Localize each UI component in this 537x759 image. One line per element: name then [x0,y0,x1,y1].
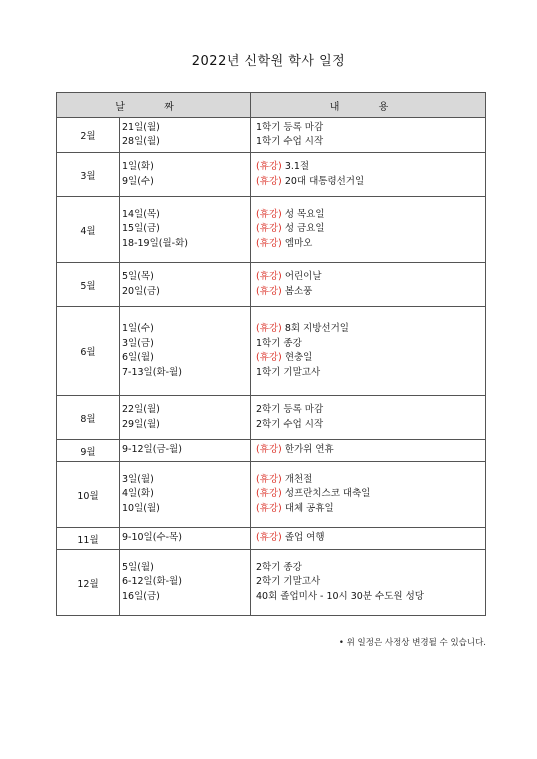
holiday-tag: (휴강) [256,323,282,334]
date-line: 21일(월) [122,121,160,133]
month-cell: 2월 [57,118,120,153]
holiday-tag: (휴강) [256,444,282,456]
month-cell: 11월 [57,528,120,550]
date-line: 4일(화) [122,488,154,500]
holiday-tag: (휴강) [256,488,282,500]
holiday-tag: (휴강) [256,161,282,172]
date-line: 10일(월) [122,502,160,514]
event-text: 성프란치스코 대축일 [284,488,371,500]
date-line: 28일(월) [122,136,160,147]
events-cell [251,118,486,153]
event-line [256,160,485,175]
events-cell [251,307,486,396]
dates-cell [120,462,251,528]
event-text: 20대 대통령선거일 [284,175,365,187]
table-row [57,307,486,396]
month-cell: 9월 [57,440,120,462]
date-line: 29일(월) [122,418,160,430]
dates-cell [120,197,251,263]
event-line [256,175,485,190]
holiday-tag: (휴강) [256,271,282,282]
month-cell: 10월 [57,462,120,528]
dates-cell [120,550,251,616]
table-row [57,396,486,440]
footnote: • 위 일정은 사정상 변경될 수 있습니다. [338,638,486,648]
event-text: 졸업 여행 [284,532,325,544]
events-cell [251,263,486,307]
table-row [57,118,486,153]
event-text: 1학기 등록 마감 [256,121,324,133]
date-line: 7-13일(화-월) [122,366,182,378]
event-line [256,502,485,517]
event-text: 2학기 기말고사 [256,576,321,588]
events-cell [251,550,486,616]
header-date: 날 짜 [57,93,251,118]
dates-cell [120,528,251,550]
event-line [256,237,485,252]
event-line [256,473,485,488]
table-row [57,462,486,528]
table-header-row [57,93,486,118]
date-line: 3일(금) [122,337,154,349]
date-line: 6-12일(화-월) [122,576,182,588]
event-line [256,418,485,433]
event-text: 2학기 수업 시작 [256,418,324,430]
event-text: 개천절 [284,473,313,485]
event-text: 2학기 등록 마감 [256,404,324,415]
event-text: 40회 졸업미사 - 10시 30분 수도원 성당 [256,590,424,602]
date-line: 16일(금) [122,590,160,602]
holiday-tag: (휴강) [256,285,282,297]
event-text: 3.1절 [284,161,310,172]
holiday-tag: (휴강) [256,237,282,249]
date-line: 1일(수) [122,323,154,334]
event-line [256,135,485,150]
event-line [256,443,485,458]
holiday-tag: (휴강) [256,223,282,235]
event-text: 엠마오 [284,237,313,249]
holiday-tag: (휴강) [256,502,282,514]
event-line [256,403,485,418]
date-line: 3일(월) [122,473,154,485]
holiday-tag: (휴강) [256,473,282,485]
month-cell: 8월 [57,396,120,440]
month-cell: 6월 [57,307,120,396]
date-line: 5일(목) [122,271,154,282]
event-line [256,222,485,237]
month-cell: 4월 [57,197,120,263]
dates-cell [120,263,251,307]
event-text: 대체 공휴일 [284,502,334,514]
events-cell [251,197,486,263]
event-line [256,590,485,605]
event-line [256,121,485,136]
date-line: 5일(월) [122,561,154,573]
event-line [256,270,485,285]
date-line: 14일(목) [122,208,160,220]
events-cell [251,396,486,440]
event-text: 1학기 기말고사 [256,366,321,378]
date-line: 15일(금) [122,223,160,235]
table-row [57,550,486,616]
events-cell [251,462,486,528]
dates-cell [120,396,251,440]
event-line [256,487,485,502]
table-row [57,528,486,550]
date-line: 9일(수) [122,175,154,187]
date-line: 6일(월) [122,352,154,363]
dates-cell [120,307,251,396]
event-text: 성 목요일 [284,208,325,220]
event-text: 봄소풍 [284,285,313,297]
events-cell [251,528,486,550]
event-text: 현충일 [284,352,313,363]
event-line [256,531,485,546]
schedule-body [57,118,486,616]
event-line [256,575,485,590]
event-line [256,337,485,352]
month-cell: 3월 [57,153,120,197]
holiday-tag: (휴강) [256,175,282,187]
event-text: 1학기 수업 시작 [256,136,324,147]
date-line: 22일(월) [122,404,160,415]
holiday-tag: (휴강) [256,532,282,544]
table-row [57,440,486,462]
dates-cell [120,440,251,462]
month-cell: 12월 [57,550,120,616]
date-line: 1일(화) [122,161,154,172]
event-line [256,285,485,300]
event-line [256,561,485,576]
holiday-tag: (휴강) [256,352,282,363]
event-line [256,208,485,223]
event-text: 2학기 종강 [256,561,302,573]
dates-cell [120,153,251,197]
date-line: 9-12일(금-월) [122,444,182,456]
date-line: 9-10일(수-목) [122,532,182,544]
holiday-tag: (휴강) [256,208,282,220]
event-text: 1학기 종강 [256,337,302,349]
event-text: 8회 지방선거일 [284,323,349,334]
event-text: 성 금요일 [284,223,325,235]
table-row [57,263,486,307]
month-cell: 5월 [57,263,120,307]
header-content: 내 용 [251,93,486,118]
date-line: 18-19일(월-화) [122,237,188,249]
schedule-table [56,92,486,616]
page-title: 2022년 신학원 학사 일정 [191,54,346,69]
date-line: 20일(금) [122,285,160,297]
table-row [57,197,486,263]
events-cell [251,153,486,197]
dates-cell [120,118,251,153]
event-text: 어린이날 [284,271,322,282]
event-line [256,322,485,337]
event-line [256,366,485,381]
event-text: 한가위 연휴 [284,444,334,456]
events-cell [251,440,486,462]
table-row [57,153,486,197]
event-line [256,351,485,366]
